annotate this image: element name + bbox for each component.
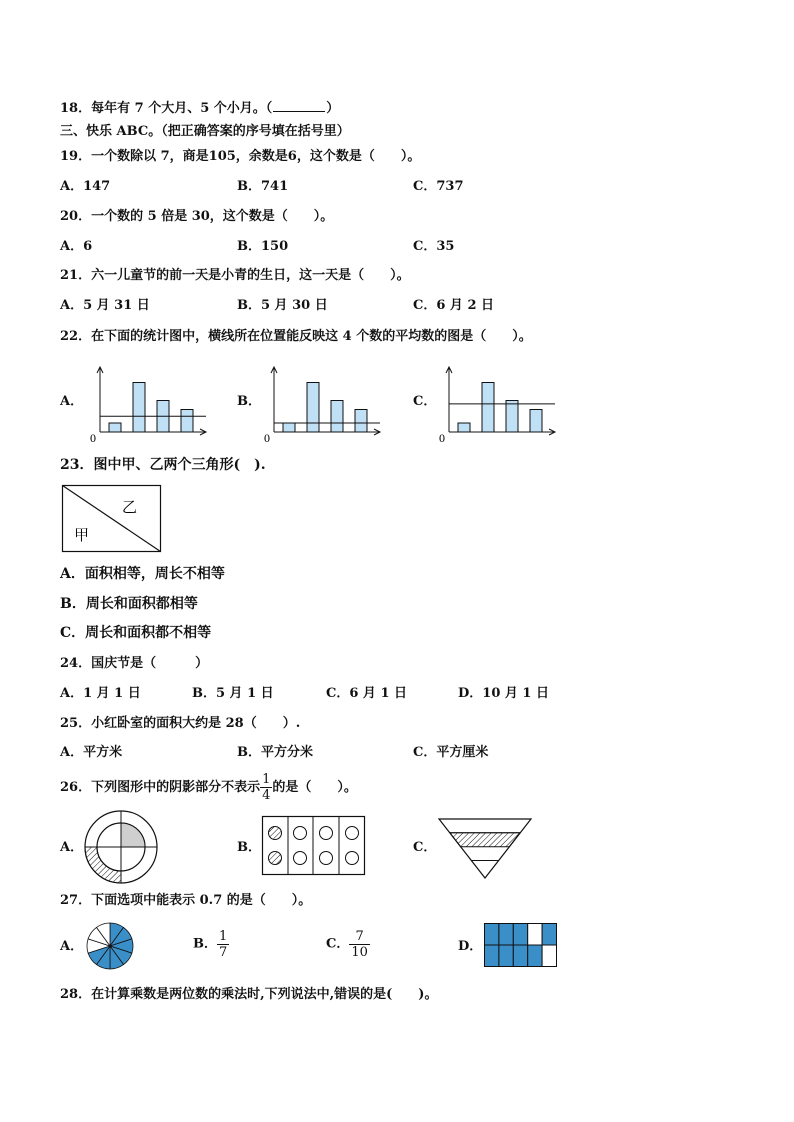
pie-tenths-figure[interactable] — [86, 922, 134, 970]
fraction-one-quarter: $\frac{1}{4}$ — [262, 772, 271, 803]
option-24-d[interactable]: D．10 月 1 日 — [458, 686, 549, 701]
grid-cell — [513, 945, 527, 967]
option-20-c[interactable]: C．35 — [413, 239, 455, 254]
option-21-a[interactable]: A．5 月 31 日 — [60, 298, 150, 313]
question-26-stem: 26．下列图形中的阴影部分不表示 $\frac{1}{4}$ 的是（ ）。 — [60, 772, 357, 803]
bar — [482, 383, 494, 433]
circles-grid-figure[interactable] — [262, 816, 366, 876]
question-23-stem: 23．图中甲、乙两个三角形( ). — [60, 457, 266, 473]
grid-cell — [528, 945, 542, 967]
option-27-a-label[interactable]: A． — [60, 939, 84, 954]
option-24-a[interactable]: A．1 月 1 日 — [60, 686, 141, 701]
bar-chart-b[interactable] — [262, 364, 387, 444]
ring-figure[interactable] — [83, 810, 161, 886]
question-27-stem: 27．下面选项中能表示 0.7 的是（ ）。 — [60, 893, 312, 908]
grid-cell — [528, 924, 542, 946]
grid-cell — [542, 945, 556, 967]
option-26-a-label[interactable]: A． — [60, 840, 84, 855]
question-19-stem: 19．一个数除以 7，商是105，余数是6，这个数是（ ）。 — [60, 149, 421, 164]
label-jia: 甲 — [74, 526, 90, 544]
bar — [307, 383, 319, 433]
question-18: 18．每年有 7 个大月、5 个小月。（ ） — [60, 101, 340, 116]
option-23-b[interactable]: B．周长和面积都相等 — [60, 596, 198, 612]
bar — [133, 383, 145, 433]
option-25-b[interactable]: B．平方分米 — [237, 745, 313, 760]
label-yi: 乙 — [122, 498, 138, 516]
fraction-one-seventh: $\frac{1}{7}$ — [219, 929, 228, 960]
option-25-a[interactable]: A．平方米 — [60, 745, 123, 760]
bar — [530, 410, 542, 433]
question-24-stem: 24．国庆节是（ ） — [60, 656, 209, 671]
rectangle-triangles-figure — [62, 485, 162, 553]
bar — [283, 423, 295, 432]
section-3-heading: 三、快乐 ABC。（把正确答案的序号填在括号里） — [60, 124, 350, 139]
grid-cell — [485, 945, 499, 967]
grid-cell — [499, 924, 513, 946]
bar-chart-a[interactable] — [88, 364, 213, 444]
option-21-b[interactable]: B．5 月 30 日 — [237, 298, 328, 313]
origin-label: 0 — [439, 431, 445, 445]
option-20-b[interactable]: B．150 — [237, 239, 289, 254]
option-23-c[interactable]: C．周长和面积都不相等 — [60, 625, 212, 641]
origin-label: 0 — [264, 431, 270, 445]
option-26-c-label[interactable]: C． — [413, 840, 437, 855]
fraction-seven-tenths: $\frac{7}{10}$ — [351, 929, 368, 960]
option-19-c[interactable]: C．737 — [413, 179, 464, 194]
option-22-b-label[interactable]: B． — [237, 394, 261, 409]
option-20-a[interactable]: A．6 — [60, 239, 93, 254]
option-25-c[interactable]: C．平方厘米 — [413, 745, 489, 760]
option-26-b-label[interactable]: B． — [237, 840, 261, 855]
option-19-a[interactable]: A．147 — [60, 179, 111, 194]
question-28-stem: 28．在计算乘数是两位数的乘法时,下列说法中,错误的是( )。 — [60, 987, 438, 1002]
bar — [355, 410, 367, 433]
option-23-a[interactable]: A．面积相等，周长不相等 — [60, 566, 225, 582]
option-22-c-label[interactable]: C． — [413, 394, 437, 409]
question-25-stem: 25．小红卧室的面积大约是 28（ ）. — [60, 716, 301, 731]
option-27-d-label[interactable]: D． — [458, 939, 483, 954]
bar — [109, 423, 121, 432]
grid-tenths-figure[interactable] — [484, 923, 557, 967]
option-27-b[interactable]: B． $\frac{1}{7}$ — [193, 929, 228, 960]
answer-blank[interactable] — [273, 100, 325, 112]
option-27-c[interactable]: C． $\frac{7}{10}$ — [326, 929, 368, 960]
grid-cell — [513, 924, 527, 946]
question-22-stem: 22．在下面的统计图中，横线所在位置能反映这 4 个数的平均数的图是（ ）。 — [60, 329, 532, 344]
question-20-stem: 20．一个数的 5 倍是 30，这个数是（ ）。 — [60, 209, 334, 224]
bar — [331, 401, 343, 433]
grid-cell — [485, 924, 499, 946]
option-21-c[interactable]: C．6 月 2 日 — [413, 298, 495, 313]
bar-chart-c[interactable] — [437, 364, 562, 444]
option-19-b[interactable]: B．741 — [237, 179, 289, 194]
grid-cell — [499, 945, 513, 967]
bar — [506, 401, 518, 433]
grid-cell — [542, 924, 556, 946]
bar — [458, 423, 470, 432]
option-22-a-label[interactable]: A． — [60, 394, 84, 409]
question-21-stem: 21．六一儿童节的前一天是小青的生日，这一天是（ ）。 — [60, 268, 410, 283]
origin-label: 0 — [90, 431, 96, 445]
triangle-figure[interactable] — [438, 818, 532, 880]
bar — [181, 410, 193, 433]
option-24-b[interactable]: B．5 月 1 日 — [192, 686, 274, 701]
option-24-c[interactable]: C．6 月 1 日 — [326, 686, 408, 701]
